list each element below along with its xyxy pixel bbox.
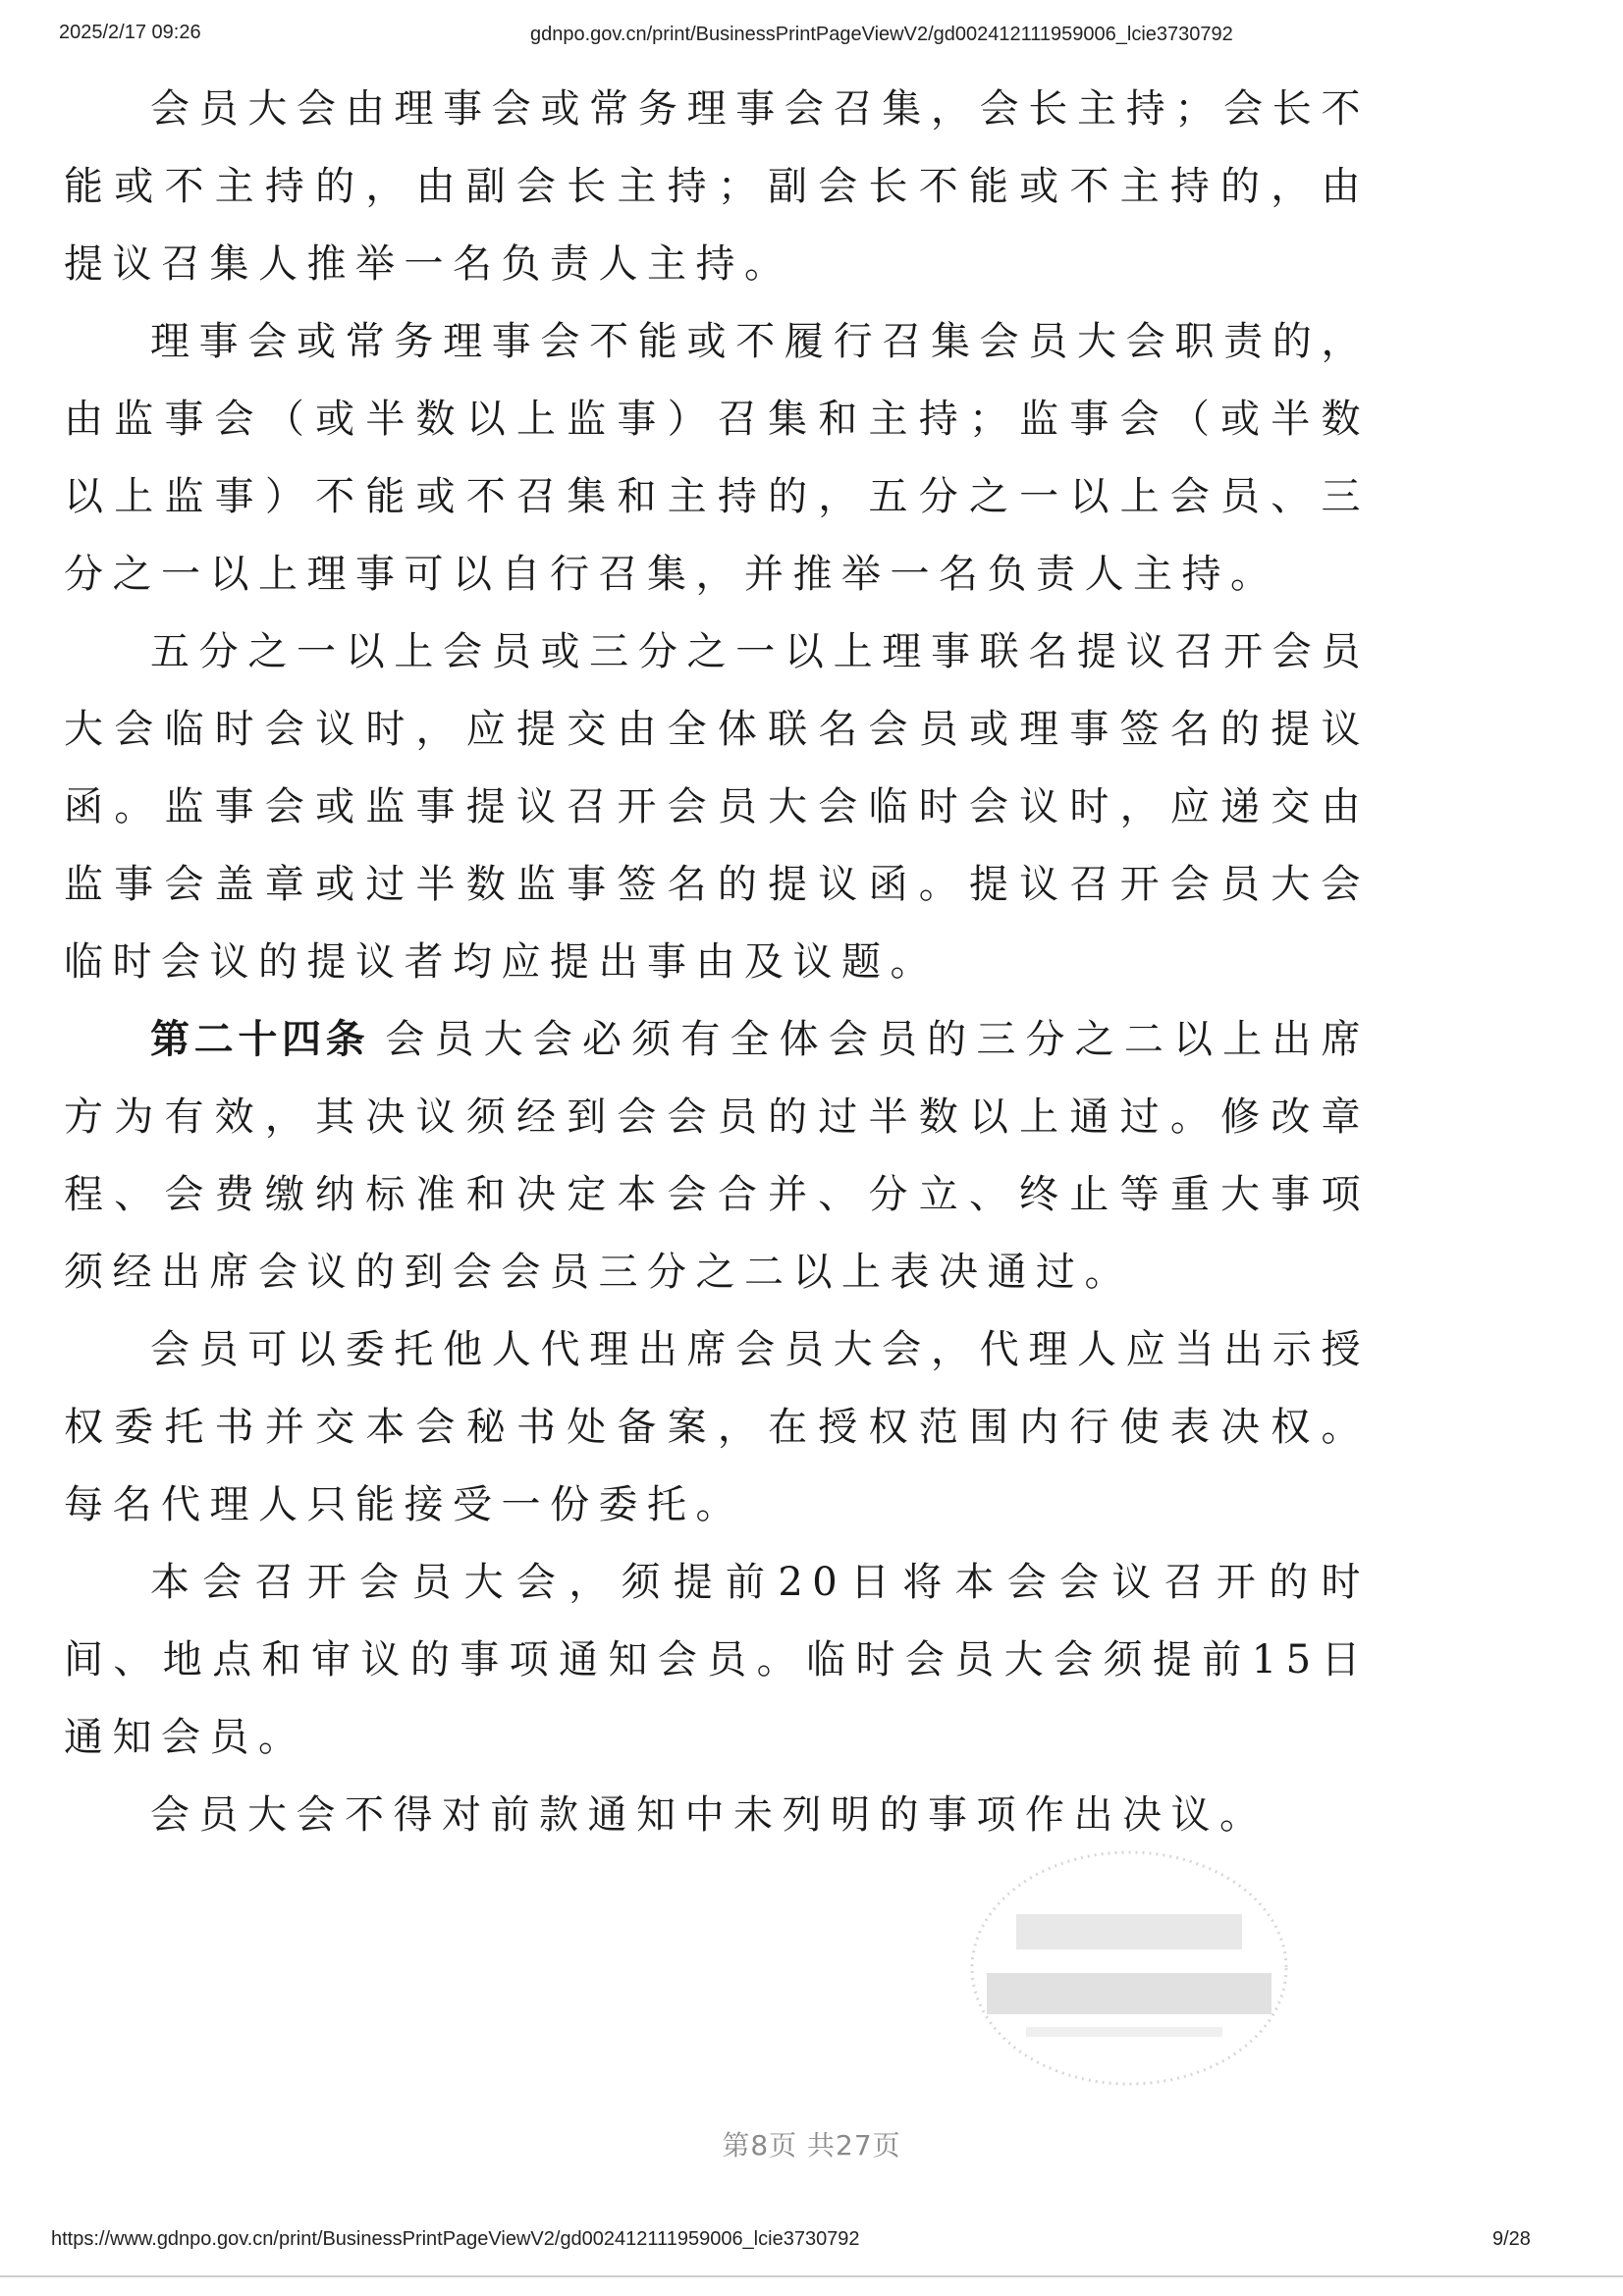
paragraph-2: 理事会或常务理事会不能或不履行召集会员大会职责的，由监事会（或半数以上监事）召集和主持；监事会（或半数以上监事）不能或不召集和主持的，五分之一以上会员、三分之一以上理事可以自行召集，并推举一名负责人主持。 xyxy=(64,319,1370,597)
page-number-label: 第8页 共27页 xyxy=(722,2129,901,2162)
print-page-counter: 9/28 xyxy=(1492,2228,1531,2250)
paragraph-7: 会员大会不得对前款通知中未列明的事项作出决议。 xyxy=(150,1792,1269,1838)
paragraph-6: 本会召开会员大会，须提前20日将本会会议召开的时间、地点和审议的事项通知会员。临时会员大会须提前15日通知会员。 xyxy=(64,1560,1370,1760)
paragraph-5: 会员可以委托他人代理出席会员大会，代理人应当出示授权委托书并交本会秘书处备案，在授权范围内行使表决权。每名代理人只能接受一份委托。 xyxy=(64,1327,1370,1527)
print-datetime: 2025/2/17 09:26 xyxy=(59,22,201,43)
article-24 xyxy=(64,1001,1370,1311)
bottom-rule xyxy=(0,2275,1623,2277)
print-footer-url: https://www.gdnpo.gov.cn/print/BusinessPrintPageViewV2/gd002412111959006_lcie3730792 xyxy=(51,2228,860,2250)
article-24-text: 会员大会必须有全体会员的三分之二以上出席方为有效，其决议须经到会会员的过半数以上通过。修改章程、会费缴纳标准和决定本会合并、分立、终止等重大事项须经出席会议的到会会员三分之二以上表决通过。 xyxy=(64,1017,1371,1295)
article-24-title: 第二十四条 xyxy=(150,1017,370,1062)
document-body xyxy=(64,71,1370,1854)
faded-seal-stamp xyxy=(967,1845,1291,2091)
paragraph-1: 会员大会由理事会或常务理事会召集，会长主持；会长不能或不主持的，由副会长主持；副会长不能或不主持的，由提议召集人推举一名负责人主持。 xyxy=(64,86,1370,287)
paragraph-3: 五分之一以上会员或三分之一以上理事联名提议召开会员大会临时会议时，应提交由全体联名会员或理事签名的提议函。监事会或监事提议召开会员大会临时会议时，应递交由监事会盖章或过半数监事签名的提议函。提议召开会员大会临时会议的提议者均应提出事由及议题。 xyxy=(64,629,1370,985)
print-header-url: gdnpo.gov.cn/print/BusinessPrintPageViewV2/gd002412111959006_lcie3730792 xyxy=(530,24,1233,45)
